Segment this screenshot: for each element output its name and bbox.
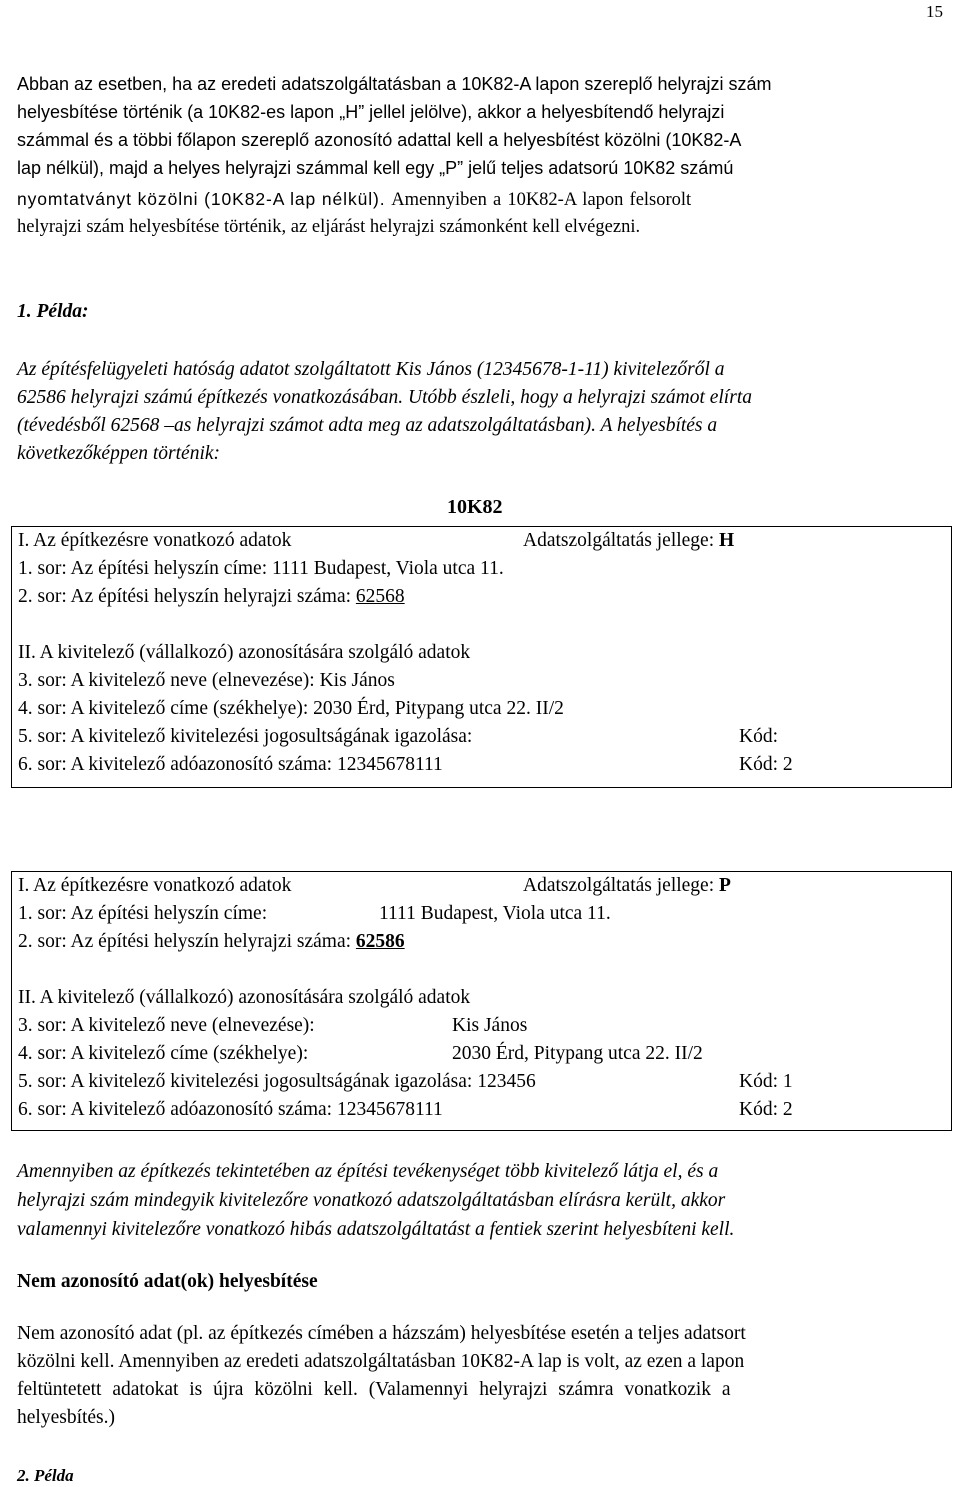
text-segment: Utóbb észleli, hogy a helyrajzi számot elírta (408, 387, 752, 408)
row-3-value: Kis János (452, 1015, 528, 1036)
text-line: Nem azonosító adat (pl. az építkezés címében a házszám) helyesbítése esetén a teljes adatsort (17, 1323, 746, 1344)
example-2-heading: 2. Példa (17, 1466, 74, 1485)
row-6: 6. sor: A kivitelező adóazonosító száma: 12345678111 (18, 754, 443, 775)
service-type (523, 872, 731, 900)
text-segment: 62586 helyrajzi számú építkezés vonatkozásában. (17, 387, 409, 408)
text-line: helyesbítés.) (17, 1407, 116, 1428)
text-line: feltüntetett adatokat is újra közölni kell. (Valamennyi helyrajzi számra vonatkozik a (17, 1379, 731, 1400)
row-2-label: 2. sor: Az építési helyszín helyrajzi száma: (18, 931, 356, 952)
row-4: 4. sor: A kivitelező címe (székhelye): 2030 Érd, Pitypang utca 22. II/2 (18, 698, 564, 719)
row-2-label: 2. sor: Az építési helyszín helyrajzi száma: (18, 586, 356, 607)
row-4-value: 2030 Érd, Pitypang utca 22. II/2 (452, 1043, 703, 1064)
text-line: Az építésfelügyeleti hatóság adatot szolgáltatott Kis János (12345678-1-11) kivitelezőről a (17, 359, 725, 380)
row-5-code: Kód: (739, 726, 778, 747)
text-line: lap nélkül), majd a helyes helyrajzi számmal kell egy „P” jelű teljes adatsorú 10K82 számú (17, 158, 734, 178)
text-line: közölni kell. Amennyiben az eredeti adatszolgáltatásban 10K82-A lap is volt, az ezen a lapon (17, 1351, 745, 1372)
row-6-code: Kód: 2 (739, 1099, 793, 1120)
section-2-title: II. A kivitelező (vállalkozó) azonosítására szolgáló adatok (18, 987, 471, 1008)
example-1-heading: 1. Példa: (17, 301, 89, 322)
service-type-label: Adatszolgáltatás jellege: (523, 530, 720, 551)
text-segment: nyomtatványt közölni (10K82-A lap nélkül). (17, 189, 392, 209)
section-heading: Nem azonosító adat(ok) helyesbítése (17, 1271, 318, 1292)
row-5: 5. sor: A kivitelező kivitelezési jogosultságának igazolása: 123456 (18, 1071, 536, 1092)
form-box-h (11, 526, 952, 788)
service-type (523, 527, 734, 555)
section-1-title: I. Az építkezésre vonatkozó adatok (18, 530, 292, 551)
row-1-label: 1. sor: Az építési helyszín címe: (18, 903, 268, 924)
text-line: helyrajzi szám helyesbítése történik, az eljárást helyrajzi számonként kell elvégezni. (17, 217, 641, 237)
page-number: 15 (926, 2, 943, 21)
row-6-code: Kód: 2 (739, 754, 793, 775)
text-line: következőképpen történik: (17, 443, 221, 464)
form-box-p (11, 871, 952, 1131)
section-2-title: II. A kivitelező (vállalkozó) azonosítására szolgáló adatok (18, 642, 471, 663)
row-2-value: 62568 (355, 586, 405, 607)
section-1-title: I. Az építkezésre vonatkozó adatok (18, 875, 292, 896)
form-title: 10K82 (447, 496, 503, 518)
service-type-value: P (719, 875, 731, 896)
row-5: 5. sor: A kivitelező kivitelezési jogosultságának igazolása: (18, 726, 473, 747)
row-3: 3. sor: A kivitelező neve (elnevezése): Kis János (18, 670, 395, 691)
text-line (17, 384, 944, 412)
row-2 (18, 583, 405, 611)
text-line: számmal és a többi főlapon szereplő azonosító adattal kell a helyesbítést közölni (10K82-A (17, 130, 742, 150)
text-line: (tévedésből 62568 –as helyrajzi számot adta meg az adatszolgáltatásban). A helyesbítés a (17, 415, 718, 436)
text-segment: Amennyiben a 10K82-A lapon felsorolt (391, 190, 692, 210)
service-type-label: Adatszolgáltatás jellege: (523, 875, 720, 896)
row-1: 1. sor: Az építési helyszín címe: 1111 Budapest, Viola utca 11. (18, 558, 504, 579)
service-type-value: H (719, 530, 735, 551)
text-line: valamennyi kivitelezőre vonatkozó hibás adatszolgáltatást a fentiek szerint helyesbíteni kell. (17, 1219, 735, 1240)
text-line: Abban az esetben, ha az eredeti adatszolgáltatásban a 10K82-A lapon szereplő helyrajzi szám (17, 74, 772, 94)
text-line: helyesbítése történik (a 10K82-es lapon „H” jellel jelölve), akkor a helyesbítendő helyrajzi (17, 102, 725, 122)
text-line: Amennyiben az építkezés tekintetében az építési tevékenységet több kivitelező látja el, és a (17, 1161, 719, 1182)
row-2 (18, 928, 405, 956)
row-6: 6. sor: A kivitelező adóazonosító száma: 12345678111 (18, 1099, 443, 1120)
row-4-label: 4. sor: A kivitelező címe (székhelye): (18, 1043, 309, 1064)
row-2-value: 62586 (355, 931, 405, 952)
text-line (17, 185, 944, 214)
row-1-value: 1111 Budapest, Viola utca 11. (379, 903, 611, 924)
row-3-label: 3. sor: A kivitelező neve (elnevezése): (18, 1015, 315, 1036)
text-line: helyrajzi szám mindegyik kivitelezőre vonatkozó adatszolgáltatásban elírásra került, akkor (17, 1190, 726, 1211)
row-5-code: Kód: 1 (739, 1071, 793, 1092)
